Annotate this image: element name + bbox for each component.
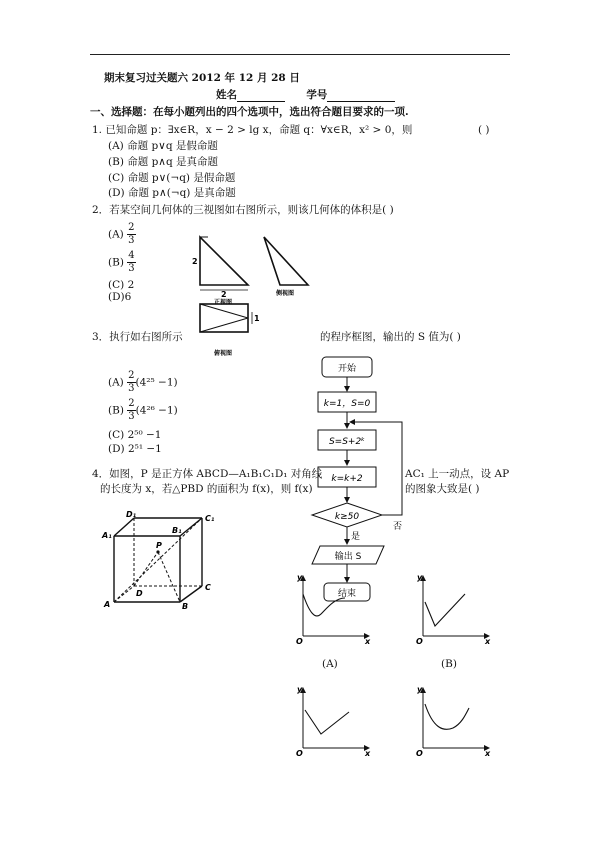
top-rule: [90, 54, 510, 55]
q4-line1-right: AC₁ 上一动点，设 AP: [405, 468, 510, 480]
svg-text:x: x: [365, 637, 371, 646]
q1-option-d: (D) 命题 p∧(¬q) 是真命题: [108, 187, 236, 199]
graph-c: [295, 684, 375, 756]
graph-b: [415, 572, 495, 644]
graph-a-caption: (A): [322, 658, 338, 670]
q2-option-c: (C) 2: [108, 279, 135, 291]
cube-label-d: D: [136, 589, 143, 598]
q2-option-b: [108, 250, 136, 275]
svg-text:O: O: [416, 749, 423, 758]
svg-text:x: x: [485, 637, 491, 646]
svg-text:开始: 开始: [337, 364, 357, 374]
q4-line2-right: 的图象大致是( ): [405, 483, 480, 495]
q4-line1-left: 4．如图，P 是正方体 ABCD—A₁B₁C₁D₁ 对角线: [92, 468, 323, 480]
graph-b-caption: (B): [441, 658, 457, 670]
side-view-triangle: [264, 237, 308, 285]
q3-stem-left: 3．执行如右图所示: [92, 331, 183, 343]
q2-option-a-label: (A): [108, 228, 124, 241]
svg-text:y: y: [417, 685, 423, 694]
svg-text:S=S+2ᵏ: S=S+2ᵏ: [328, 437, 366, 447]
q3-option-d: (D) 2⁵¹ −1: [108, 443, 162, 455]
q2-option-b-label: (B): [108, 256, 124, 269]
top-view-rect: [200, 304, 248, 332]
svg-text:x: x: [485, 749, 491, 758]
id-blank[interactable]: [327, 90, 395, 102]
cube-label-a: A: [104, 600, 111, 609]
graph-d-curve: [425, 704, 469, 729]
svg-text:k=1，S=0: k=1，S=0: [323, 399, 371, 409]
flow-no-label: 否: [393, 522, 403, 532]
q2-option-d: (D)6: [108, 291, 132, 303]
graph-b-curve: [425, 594, 465, 626]
q3-stem-right: 的程序框图，输出的 S 值为( ): [320, 331, 461, 343]
graph-d: [415, 684, 495, 756]
svg-text:O: O: [296, 749, 303, 758]
cube-label-d1: D₁: [126, 510, 137, 519]
front-dim-width: 2: [221, 290, 227, 299]
q2-option-a-fraction: $\frac{2}{3}$: [128, 222, 135, 246]
front-dim-height: 2: [192, 257, 198, 266]
q1-option-c: (C) 命题 p∨(¬q) 是假命题: [108, 172, 236, 184]
q1-stem: 1. 已知命题 p：∃x∈R，x − 2 > lg x，命题 q：∀x∈R，x² > 0，则: [92, 124, 413, 136]
svg-text:y: y: [417, 573, 423, 582]
svg-text:y: y: [297, 573, 303, 582]
svg-text:输出 S: 输出 S: [334, 552, 362, 562]
cube-label-c1: C₁: [205, 514, 215, 523]
name-blank[interactable]: [237, 90, 285, 102]
side-view-label: 侧视图: [276, 290, 295, 297]
q1-option-b: (B) 命题 p∧q 是真命题: [108, 156, 219, 168]
q1-answer-paren: ( ): [478, 124, 490, 136]
svg-text:k≥50: k≥50: [334, 512, 360, 522]
svg-text:O: O: [416, 637, 423, 646]
q4-line2-left: 的长度为 x，若△PBD 的面积为 f(x)，则 f(x): [100, 483, 313, 495]
q3-option-a: (A) $\frac{2}{3}$ (4²⁵ −1): [108, 370, 178, 394]
q2-option-a: [108, 222, 136, 247]
three-view-figure: [190, 232, 310, 362]
cube-label-p: P: [156, 541, 162, 550]
front-view-label: 正视图: [214, 299, 233, 306]
svg-text:k=k+2: k=k+2: [331, 474, 363, 484]
name-field: [216, 88, 395, 102]
exam-title: 期末复习过关题六 2012 年 12 月 28 日: [104, 72, 300, 84]
cube-label-b1: B₁: [172, 526, 182, 535]
graph-a: [295, 572, 375, 644]
top-view-label: 俯视图: [214, 350, 233, 357]
q2-option-b-fraction: $\frac{4}{3}$: [128, 250, 135, 274]
front-view-triangle: [200, 237, 248, 285]
cube-label-c: C: [205, 583, 211, 592]
cube-label-b: B: [182, 602, 189, 611]
q3-option-b: (B) $\frac{2}{3}$ (4²⁶ −1): [108, 398, 178, 422]
top-dim-one: 1: [254, 314, 260, 323]
svg-text:结束: 结束: [337, 589, 357, 599]
svg-text:x: x: [365, 749, 371, 758]
q3-option-c: (C) 2⁵⁰ −1: [108, 429, 162, 441]
graph-c-curve: [305, 710, 349, 734]
q1-option-a: (A) 命题 p∨q 是假命题: [108, 140, 218, 152]
q2-stem: 2．若某空间几何体的三视图如右图所示，则该几何体的体积是( ): [92, 204, 394, 216]
section-heading: 一、选择题：在每小题列出的四个选项中，选出符合题目要求的一项.: [90, 106, 409, 118]
svg-text:O: O: [296, 637, 303, 646]
graph-a-curve: [303, 594, 345, 616]
cube-label-a1: A₁: [102, 531, 112, 540]
cube-figure: [100, 510, 220, 610]
id-label: 学号: [306, 89, 328, 101]
flow-yes-label: 是: [351, 532, 361, 542]
name-label: 姓名: [216, 89, 237, 101]
svg-text:y: y: [297, 685, 303, 694]
